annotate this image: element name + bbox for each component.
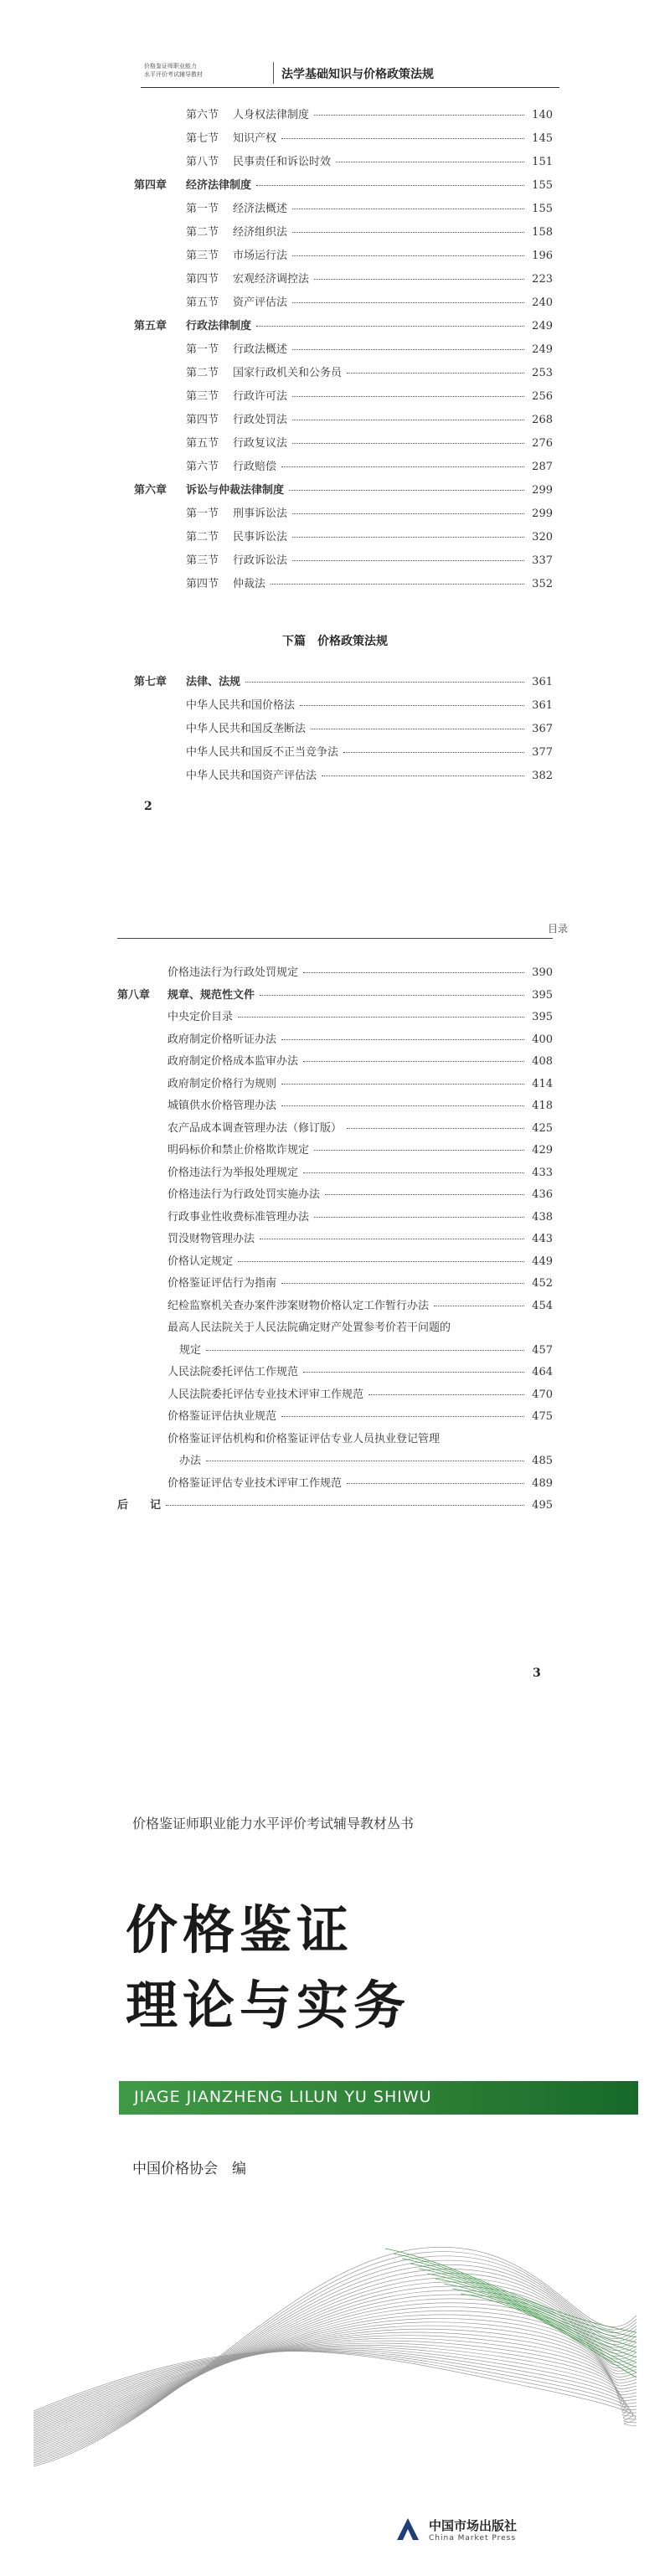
- page-ref: 287: [532, 461, 553, 473]
- dot-leader: [281, 1416, 524, 1417]
- publisher-logo-icon: [394, 2515, 422, 2543]
- dot-leader: [292, 302, 524, 303]
- entry-title: 价格认定规定: [168, 1255, 234, 1268]
- decorative-wave-graphic: [34, 2215, 636, 2483]
- wave-line: [34, 2278, 636, 2455]
- dot-leader: [292, 396, 524, 397]
- entry-title: 经济组织法: [233, 226, 288, 239]
- running-head: 目录: [548, 923, 569, 935]
- page-ref: 418: [532, 1100, 553, 1112]
- toc-chapter: [134, 672, 553, 688]
- section-number: 第二节: [186, 367, 219, 379]
- wave-line: [34, 2264, 636, 2460]
- section-number: 第一节: [186, 343, 219, 356]
- entry-title: 价格违法行为举报处理规定: [168, 1166, 299, 1179]
- dot-leader: [347, 373, 524, 374]
- page-ref: 320: [532, 531, 553, 544]
- toc-item-line1: [168, 1430, 553, 1445]
- entry-title: 中华人民共和国价格法: [186, 699, 296, 712]
- toc-item-line2: [179, 1451, 553, 1467]
- toc-item: [168, 1119, 553, 1135]
- entry-title: 人身权法律制度: [233, 109, 310, 121]
- page-ref: 475: [532, 1410, 553, 1423]
- page-ref: 443: [532, 1233, 553, 1245]
- page-ref: 408: [532, 1055, 553, 1068]
- section-number: 第四节: [186, 578, 219, 590]
- entry-title: 人民法院委托评估工作规范: [168, 1366, 299, 1378]
- section-number: 第三节: [186, 250, 219, 262]
- wave-line: [34, 2252, 636, 2465]
- entry-title: 民事诉讼法: [233, 531, 288, 544]
- publisher-name: 中国市场出版社: [429, 2517, 518, 2533]
- toc-item: [168, 963, 553, 979]
- entry-title: 纪检监察机关查办案件涉案财物价格认定工作暂行办法: [168, 1299, 430, 1312]
- entry-title: 经济法律制度: [186, 179, 252, 192]
- page-ref: 452: [532, 1277, 553, 1290]
- book-cover: [0, 1721, 670, 2576]
- dot-leader: [238, 1261, 524, 1262]
- page-ref: 489: [532, 1476, 553, 1490]
- page-ref: 223: [532, 273, 553, 286]
- toc-item: [168, 1407, 553, 1423]
- dot-leader: [238, 1017, 524, 1018]
- cover-title-line2: 理论与实务: [126, 1975, 411, 2036]
- page-ref: 382: [532, 770, 553, 782]
- page-number: 2: [144, 800, 152, 813]
- toc-item: [168, 1229, 553, 1245]
- section-number: 第三节: [186, 390, 219, 403]
- page-ref: 429: [532, 1144, 553, 1157]
- toc-item: [168, 1096, 553, 1112]
- toc-section: [186, 528, 553, 544]
- cover-title-line1: 价格鉴证: [126, 1899, 354, 1960]
- entry-title: 后 记: [117, 1499, 162, 1512]
- entry-title: 价格鉴证评估专业技术评审工作规范: [168, 1476, 343, 1490]
- page-ref: 299: [532, 507, 553, 520]
- section-number: 第六节: [186, 109, 219, 121]
- wave-line: [34, 2347, 636, 2421]
- page-ref: 464: [532, 1366, 553, 1378]
- page-ref: 249: [532, 320, 553, 332]
- dot-leader: [292, 443, 524, 444]
- section-number: 第五节: [186, 437, 219, 450]
- toc-section: [186, 551, 553, 567]
- toc-section: [186, 129, 553, 145]
- entry-title: 价格鉴证评估机构和价格鉴证评估专业人员执业登记管理: [168, 1432, 441, 1445]
- section-number: 第二节: [186, 531, 219, 544]
- page-ref: 425: [532, 1121, 553, 1135]
- dot-leader: [292, 255, 524, 256]
- entry-title: 中华人民共和国资产评估法: [186, 770, 317, 782]
- page-ref: 495: [532, 1499, 553, 1512]
- page-ref: 485: [532, 1455, 553, 1467]
- dot-leader: [303, 1172, 524, 1173]
- dot-leader: [325, 1194, 524, 1195]
- pinyin-title: JIAGE JIANZHENG LILUN YU SHIWU: [134, 2088, 432, 2106]
- dot-leader: [314, 279, 524, 280]
- section-number: 第五节: [186, 296, 219, 309]
- dot-leader: [281, 1039, 524, 1040]
- toc-item: [168, 1252, 553, 1268]
- entry-title: 行政事业性收费标准管理办法: [168, 1210, 310, 1224]
- toc-item: [168, 1163, 553, 1179]
- series-line-1: 价格鉴证师职业能力: [144, 63, 197, 70]
- toc-section: [186, 199, 553, 215]
- toc-section: [186, 340, 553, 356]
- toc-section: [186, 387, 553, 403]
- toc-item: [168, 1074, 553, 1090]
- part-title: 下篇 价格政策法规: [282, 635, 388, 648]
- section-number: 第四节: [186, 273, 219, 286]
- entry-title: 明码标价和禁止价格欺诈规定: [168, 1144, 310, 1157]
- entry-title: 法律、法规: [186, 676, 241, 688]
- section-number: 第四节: [186, 414, 219, 426]
- entry-title: 中央定价目录: [168, 1011, 234, 1023]
- entry-title: 价格鉴证评估执业规范: [168, 1410, 277, 1423]
- toc-section: [186, 504, 553, 520]
- toc-item: [168, 1474, 553, 1490]
- toc-item: [168, 1185, 553, 1201]
- toc-item: [186, 766, 553, 782]
- dot-leader: [300, 705, 524, 706]
- page-ref: 436: [532, 1188, 553, 1201]
- chapter-number: 第四章: [134, 179, 168, 192]
- page-ref: 433: [532, 1166, 553, 1179]
- entry-title: 价格违法行为行政处罚规定: [168, 966, 299, 979]
- dot-leader: [256, 185, 524, 186]
- entry-title: 刑事诉讼法: [233, 507, 288, 520]
- chapter-number: 第七章: [134, 676, 168, 688]
- page-ref: 256: [532, 390, 553, 403]
- section-number: 第八节: [186, 156, 219, 168]
- entry-title: 行政诉讼法: [233, 554, 288, 567]
- page-ref: 395: [532, 1011, 553, 1023]
- toc-item: [168, 1208, 553, 1224]
- toc-item: [168, 1052, 553, 1068]
- entry-title: 宏观经济调控法: [233, 273, 310, 286]
- entry-title: 价格违法行为行政处罚实施办法: [168, 1188, 321, 1201]
- dot-leader: [256, 326, 524, 327]
- entry-title: 中华人民共和国反垄断法: [186, 723, 307, 735]
- toc-section: [186, 363, 553, 379]
- page-ref: 155: [532, 203, 553, 215]
- wave-line: [34, 2311, 636, 2441]
- page-ref: 155: [532, 179, 553, 192]
- wave-line: [34, 2274, 636, 2456]
- running-header: [141, 60, 559, 88]
- page-ref: 457: [532, 1343, 553, 1357]
- page-ref: 377: [532, 746, 553, 759]
- entry-title: 经济法概述: [233, 203, 288, 215]
- dot-leader: [281, 1283, 524, 1284]
- toc-item: [186, 743, 553, 759]
- entry-title: 国家行政机关和公务员: [233, 367, 343, 379]
- dot-leader: [260, 995, 524, 996]
- toc-section: [186, 106, 553, 121]
- series-line-2: 水平评价考试辅导教材: [144, 71, 203, 78]
- entry-title: 最高人民法院关于人民法院确定财产处置参考价若干问题的: [168, 1321, 451, 1334]
- page-ref: 249: [532, 343, 553, 356]
- page-ref: 158: [532, 226, 553, 239]
- toc-item: [168, 1385, 553, 1401]
- toc-page-right: [0, 871, 670, 1721]
- toc-item-line1: [168, 1318, 553, 1334]
- toc-section: [186, 410, 553, 426]
- dot-leader: [314, 1217, 524, 1218]
- entry-title: 办法: [179, 1455, 202, 1467]
- section-number: 第一节: [186, 507, 219, 520]
- dot-leader: [289, 490, 524, 491]
- dot-leader: [281, 138, 524, 139]
- toc-page-left: [0, 0, 670, 871]
- toc-section: [186, 152, 553, 168]
- page-ref: 438: [532, 1210, 553, 1224]
- entry-title: 价格鉴证评估行为指南: [168, 1277, 277, 1290]
- dot-leader: [292, 349, 524, 350]
- page-ref: 414: [532, 1077, 553, 1090]
- dot-leader: [343, 752, 524, 753]
- toc-item: [168, 1030, 553, 1046]
- dot-leader: [271, 584, 524, 585]
- entry-title: 行政处罚法: [233, 414, 288, 426]
- chapter-number: 第六章: [134, 484, 168, 497]
- entry-title: 政府制定价格行为规则: [168, 1077, 277, 1090]
- toc-item: [186, 696, 553, 712]
- page-ref: 268: [532, 414, 553, 426]
- dot-leader: [314, 115, 524, 116]
- wave-line: [34, 2348, 636, 2419]
- dot-leader: [166, 1505, 524, 1506]
- page-ref: 240: [532, 296, 553, 309]
- wave-line: [34, 2282, 636, 2453]
- page-ref: 395: [532, 988, 553, 1002]
- entry-title: 罚没财物管理办法: [168, 1233, 255, 1245]
- toc-item: [168, 1141, 553, 1157]
- dot-leader: [303, 1372, 524, 1373]
- page-ref: 449: [532, 1255, 553, 1268]
- dot-leader: [292, 560, 524, 561]
- page-ref: 276: [532, 437, 553, 450]
- toc-item: [168, 1007, 553, 1023]
- page-ref: 361: [532, 699, 553, 712]
- toc-section: [186, 270, 553, 286]
- entry-title: 行政复议法: [233, 437, 288, 450]
- dot-leader: [347, 1128, 524, 1129]
- entry-title: 知识产权: [233, 132, 277, 145]
- dot-leader: [314, 1150, 524, 1151]
- entry-title: 行政法概述: [233, 343, 288, 356]
- header-rule: [117, 938, 553, 939]
- section-number: 第一节: [186, 203, 219, 215]
- toc-item-line2: [179, 1341, 553, 1357]
- dot-leader: [292, 513, 524, 514]
- page-number: 3: [533, 1667, 541, 1680]
- toc-item: [168, 1363, 553, 1378]
- page-ref: 145: [532, 132, 553, 145]
- entry-title: 民事责任和诉讼时效: [233, 156, 332, 168]
- toc-chapter: [117, 986, 553, 1002]
- toc-section: [186, 457, 553, 473]
- entry-title: 市场运行法: [233, 250, 288, 262]
- entry-title: 行政许可法: [233, 390, 288, 403]
- page-ref: 151: [532, 156, 553, 168]
- section-number: 第七节: [186, 132, 219, 145]
- entry-title: 中华人民共和国反不正当竞争法: [186, 746, 339, 759]
- dot-leader: [245, 682, 524, 683]
- page-ref: 390: [532, 966, 553, 979]
- dot-leader: [281, 466, 524, 467]
- toc-item: [168, 1296, 553, 1312]
- entry-title: 诉讼与仲裁法律制度: [186, 484, 285, 497]
- publisher-mark: [394, 2515, 517, 2543]
- dot-leader: [303, 1061, 524, 1062]
- entry-title: 行政法律制度: [186, 320, 252, 332]
- toc-chapter: [134, 481, 553, 497]
- section-number: 第三节: [186, 554, 219, 567]
- entry-title: 政府制定价格听证办法: [168, 1033, 277, 1046]
- toc-chapter: [134, 176, 553, 192]
- dot-leader: [281, 1105, 524, 1106]
- page-ref: 299: [532, 484, 553, 497]
- dot-leader: [206, 1350, 524, 1351]
- toc-chapter: [134, 317, 553, 332]
- entry-title: 资产评估法: [233, 296, 288, 309]
- dot-leader: [292, 232, 524, 233]
- page-ref: 361: [532, 676, 553, 688]
- toc-item: [168, 1274, 553, 1290]
- entry-title: 人民法院委托评估专业技术评审工作规范: [168, 1388, 364, 1401]
- entry-title: 城镇供水价格管理办法: [168, 1100, 277, 1112]
- toc-afterword: [117, 1496, 553, 1512]
- toc-section: [186, 574, 553, 590]
- page-ref: 400: [532, 1033, 553, 1046]
- page-ref: 352: [532, 578, 553, 590]
- page-ref: 196: [532, 250, 553, 262]
- toc-section: [186, 246, 553, 262]
- toc-item: [186, 719, 553, 735]
- entry-title: 规章、规范性文件: [168, 988, 255, 1002]
- dot-leader: [292, 537, 524, 538]
- dot-leader: [322, 775, 524, 776]
- toc-section: [186, 293, 553, 309]
- publisher-name-en: China Market Press: [429, 2533, 517, 2543]
- entry-title: 行政赔偿: [233, 461, 277, 473]
- page-ref: 337: [532, 554, 553, 567]
- toc-section: [186, 434, 553, 450]
- editor-credit: 中国价格协会 编: [132, 2161, 246, 2177]
- entry-title: 规定: [179, 1343, 202, 1357]
- toc-section: [186, 223, 553, 239]
- page-ref: 470: [532, 1388, 553, 1401]
- series-name: 价格鉴证师职业能力水平评价考试辅导教材丛书: [132, 1816, 415, 1832]
- page-ref: 367: [532, 723, 553, 735]
- wave-line: [34, 2256, 636, 2463]
- page-ref: 253: [532, 367, 553, 379]
- entry-title: 仲裁法: [233, 578, 266, 590]
- chapter-number: 第五章: [134, 320, 168, 332]
- section-number: 第六节: [186, 461, 219, 473]
- pinyin-band: [119, 2081, 638, 2115]
- section-number: 第二节: [186, 226, 219, 239]
- dot-leader: [368, 1394, 524, 1395]
- entry-title: 政府制定价格成本监审办法: [168, 1055, 299, 1068]
- chapter-number: 第八章: [117, 988, 151, 1002]
- dot-leader: [347, 1483, 524, 1484]
- entry-title: 农产品成本调查管理办法（修订版）: [168, 1121, 343, 1135]
- book-title: 法学基础知识与价格政策法规: [281, 68, 434, 81]
- series-box: [141, 62, 274, 84]
- page-ref: 454: [532, 1299, 553, 1312]
- dot-leader: [303, 972, 524, 973]
- page-ref: 140: [532, 109, 553, 121]
